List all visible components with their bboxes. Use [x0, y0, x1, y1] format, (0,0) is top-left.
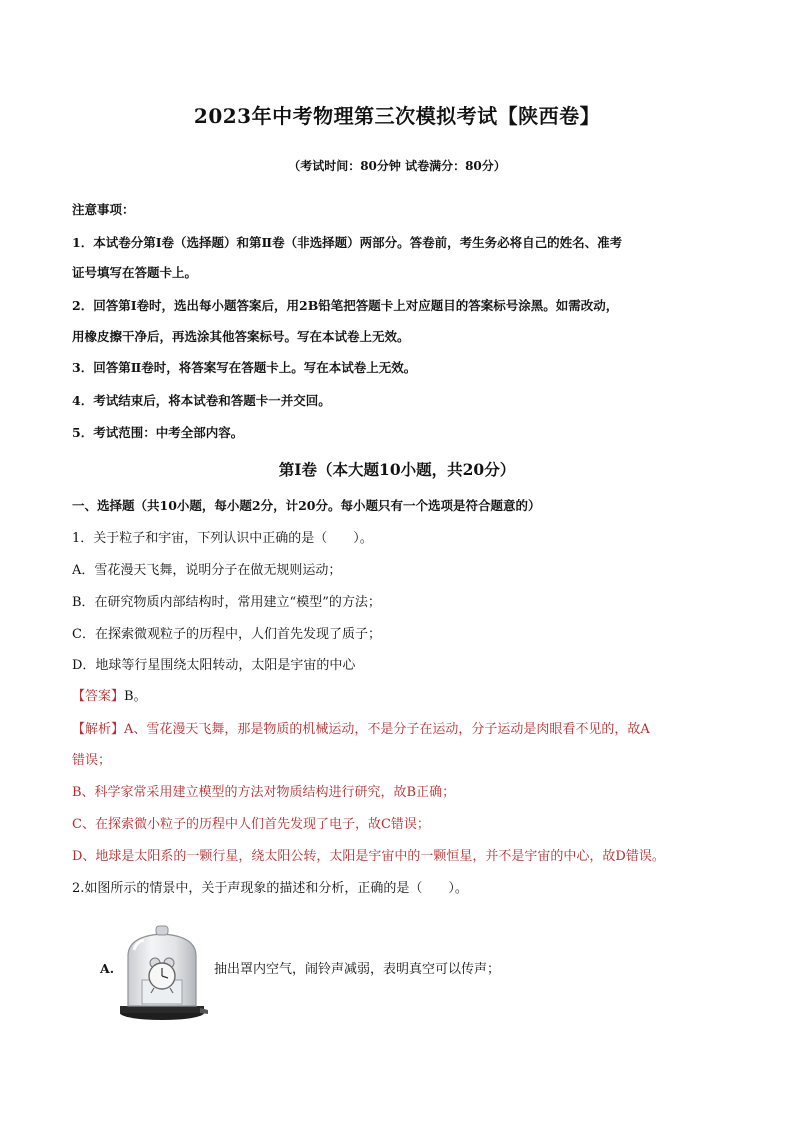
- option-d: D．地球等行星围绕太阳转动，太阳是宇宙的中心: [72, 658, 356, 673]
- answer-line: [72, 687, 732, 707]
- notice-line: 证号填写在答题卡上。: [72, 265, 198, 280]
- question-stem: 2.如图所示的情景中，关于声现象的描述和分析，正确的是（ ）。: [72, 881, 468, 896]
- analysis-line: 错误；: [72, 753, 112, 768]
- answer-label: 【答案】: [72, 689, 125, 704]
- answer-value: B。: [124, 689, 147, 704]
- option-letter: A.: [100, 961, 115, 976]
- analysis-label: 【解析】: [72, 722, 125, 737]
- analysis-line: D、地球是太阳系的一颗行星，绕太阳公转，太阳是宇宙中的一颗恒星，并不是宇宙的中心，故D错误。: [72, 849, 665, 864]
- dome-knob: [156, 926, 168, 935]
- section-instruction: 一、选择题（共10小题，每小题2分，计20分。每小题只有一个选项是符合题意的）: [72, 498, 541, 513]
- notice-line: 1．本试卷分第Ⅰ卷（选择题）和第Ⅱ卷（非选择题）两部分。答卷前，考生务必将自己的姓名、准考: [72, 235, 623, 250]
- option-a: A．雪花漫天飞舞，说明分子在做无规则运动；: [72, 563, 342, 578]
- page-title: 2023年中考物理第三次模拟考试【陕西卷】: [193, 104, 601, 128]
- notice-line: 2．回答第Ⅰ卷时，选出每小题答案后，用2B铅笔把答题卡上对应题目的答案标号涂黑。如需改动，: [72, 298, 619, 313]
- bell-jar-illustration: [112, 920, 212, 1024]
- notice-line: 5．考试范围：中考全部内容。: [72, 425, 244, 440]
- option-a-text: 抽出罩内空气，闹铃声减弱，表明真空可以传声；: [214, 962, 501, 977]
- notice-line: 3．回答第Ⅱ卷时，将答案写在答题卡上。写在本试卷上无效。: [72, 360, 417, 375]
- analysis-line: B、科学家常采用建立模型的方法对物质结构进行研究，故B正确；: [72, 785, 456, 800]
- option-c: C．在探索微观粒子的历程中，人们首先发现了质子；: [72, 627, 381, 642]
- notice-line: 用橡皮擦干净后，再选涂其他答案标号。写在本试卷上无效。: [72, 329, 410, 344]
- analysis-line: [72, 720, 732, 740]
- section-title: 第Ⅰ卷（本大题10小题，共20分）: [278, 460, 516, 479]
- notice-line: 4．考试结束后，将本试卷和答题卡一并交回。: [72, 393, 331, 408]
- question-stem: 1．关于粒子和宇宙，下列认识中正确的是（ ）。: [72, 531, 373, 546]
- analysis-line: C、在探索微小粒子的历程中人们首先发现了电子，故C错误；: [72, 817, 430, 832]
- option-b: B．在研究物质内部结构时，常用建立“模型”的方法；: [72, 595, 381, 610]
- notice-heading: 注意事项：: [72, 202, 135, 217]
- option-a-row: [72, 918, 732, 1028]
- exam-meta: （考试时间：80分钟 试卷满分：80分）: [288, 159, 506, 173]
- analysis-text: A、雪花漫天飞舞，那是物质的机械运动，不是分子在运动，分子运动是肉眼看不见的，故A: [124, 722, 650, 737]
